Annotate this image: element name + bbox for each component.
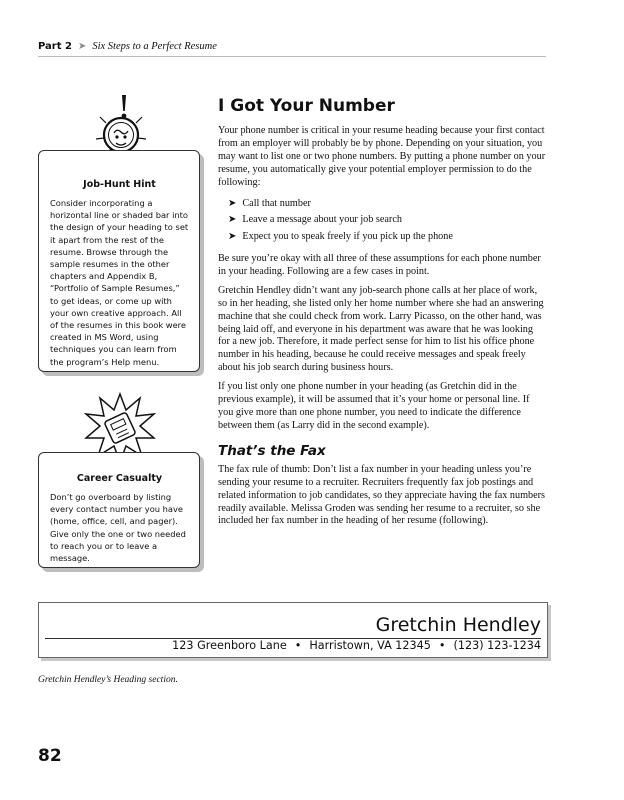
list-item: ➤ Leave a message about your job search — [228, 214, 402, 226]
resume-phone: (123) 123-1234 — [453, 639, 541, 652]
main-column — [218, 95, 546, 534]
chapter-title: Six Steps to a Perfect Resume — [92, 41, 217, 52]
hint-title: Job-Hunt Hint — [83, 179, 156, 190]
resume-city: Harristown, VA 12345 — [309, 639, 431, 652]
arrow-bullet-icon: ➤ — [228, 214, 237, 226]
job-hunt-hint-box — [38, 150, 200, 372]
page-number: 82 — [38, 746, 62, 766]
home-line-paragraph: If you list only one phone number in your heading (as Gretchin did in the previous example), it will be assumed that it’s your home or personal line. If you give more than one phone number, you need to indicate the difference between them (as Larry did in the second example). — [218, 381, 530, 431]
arrow-bullet-icon: ➤ — [228, 230, 237, 242]
hint-text: Consider incorporating a horizontal line or shaded bar into the design of your heading to set it apart from the rest of the resume. Browse through the sample resumes in the other chapters and Appendix B, “Portfolio of Sample Resumes,” to get ideas, or come up with your own creative approach. All of the resumes in this book were created in MS Word, using techniques you can learn from the program’s Help menu. — [50, 198, 189, 367]
bullet-separator: • — [294, 639, 302, 652]
assumptions-paragraph: Be sure you’re okay with all three of these assumptions for each phone number in your heading. Following are a few cases in point. — [218, 253, 541, 277]
casualty-title: Career Casualty — [76, 473, 163, 484]
section-title: I Got Your Number — [218, 96, 395, 116]
resume-contact-line — [172, 639, 541, 653]
fax-paragraph: The fax rule of thumb: Don’t list a fax number in your heading unless you’re sending your resume to a recruiter. Recruiters frequently fax job postings and related information to job candidates, so they appreciate having the fax numbers readily available. Melissa Groden was sending her resume to a recruiter, so she included her fax number in the heading of her resume (following). — [218, 463, 546, 527]
intro-paragraph: Your phone number is critical in your resume heading because your first contact from an employer will probably be by phone. Depending on your situation, you may want to list one or two phone numbers. By putting a phone number on your resume, you automatically give your potential employer permission to do the following: — [218, 125, 546, 188]
career-casualty-box — [38, 452, 200, 568]
running-head — [38, 40, 546, 54]
list-item: ➤ Expect you to speak freely if you pick up the phone — [228, 230, 453, 242]
list-item: ➤ Call that number — [228, 197, 311, 209]
arrow-bullet-icon: ➤ — [228, 197, 237, 209]
resume-address: 123 Greenboro Lane — [172, 639, 287, 652]
resume-name: Gretchin Hendley — [375, 614, 541, 636]
figure-caption: Gretchin Hendley’s Heading section. — [38, 675, 178, 685]
cases-paragraph: Gretchin Hendley didn’t want any job-search phone calls at her place of work, so in her heading, she listed only her home number where she had an answering machine that she could check from work. Larry Picasso, on the other hand, was being laid off, and everyone in his department was aware that he was looking for a new job. Therefore, it made perfect sense for him to list his office phone number in his heading, because he could receive messages and speak freely about his job search during business hours. — [218, 284, 544, 374]
part-label: Part 2 — [38, 41, 72, 52]
bullet-separator: • — [438, 639, 446, 652]
arrow-right-icon: ➤ — [77, 41, 87, 52]
permission-list — [218, 196, 546, 246]
header-divider — [38, 56, 546, 57]
subsection-title: That’s the Fax — [218, 442, 326, 459]
resume-heading-figure — [38, 602, 548, 658]
casualty-text: Don’t go overboard by listing every contact number you have (home, office, cell, and pager). Give only the one or two needed to reach you or to leave a message. — [50, 492, 186, 564]
